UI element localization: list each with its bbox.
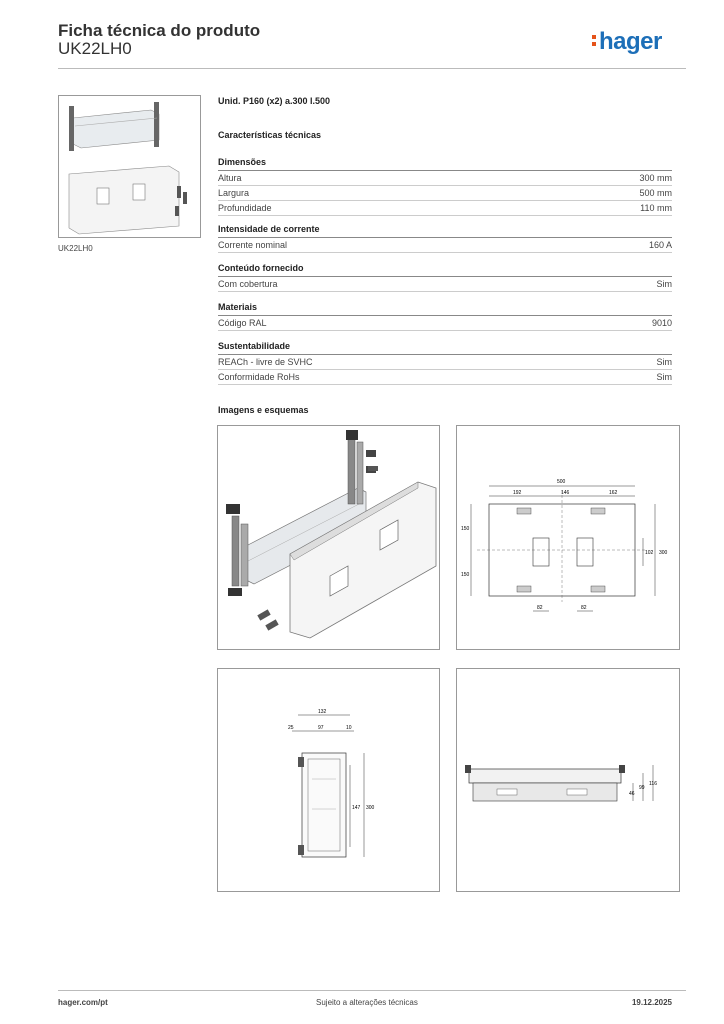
section-dimensoes [218,157,672,216]
dim-side-b: 97 [318,725,324,731]
footer-divider [58,990,686,991]
exploded-view-drawing [218,426,439,649]
figure-side-dimensions [217,668,440,892]
dim-side-h1: 147 [352,805,361,811]
product-code: UK22LH0 [58,39,132,58]
figure-front-dimensions [456,425,680,650]
footer-disclaimer: Sujeito a alterações técnicas [316,998,418,1007]
dim-w2: 146 [561,490,570,496]
spec-label: Com cobertura [218,279,278,289]
section-title: Materiais [218,302,672,316]
spec-label: Conformidade RoHs [218,372,300,382]
dim-d3: 116 [649,781,657,787]
product-subtitle: Unid. P160 (x2) a.300 l.500 [218,96,331,106]
spec-value: 110 mm [640,203,672,213]
spec-value: 300 mm [639,173,672,183]
dim-d2: 99 [639,785,645,791]
spec-row [218,201,672,216]
document-title: Ficha técnica do produto [58,21,261,40]
front-dimension-drawing [457,426,679,649]
dim-h1: 150 [461,526,470,532]
spec-value: Sim [656,372,672,382]
dim-w3: 162 [609,490,618,496]
section-title: Dimensões [218,157,672,171]
spec-row [218,171,672,186]
thumbnail-caption: UK22LH0 [58,244,93,253]
dim-b2: 82 [581,605,587,611]
logo-dots-icon [592,35,597,49]
top-view-drawing [457,669,679,891]
section-sustentabilidade [218,341,672,385]
spec-value: 9010 [651,318,672,328]
dim-h2: 150 [461,572,470,578]
spec-row [218,186,672,201]
header-divider [58,68,686,69]
dim-b1: 82 [537,605,543,611]
dim-width: 500 [557,479,566,485]
spec-row [218,355,672,370]
spec-row [218,370,672,385]
dim-side-top: 132 [318,709,327,715]
figure-exploded-view [217,425,440,650]
section-title: Conteúdo fornecido [218,263,672,277]
spec-label: Altura [218,173,242,183]
product-thumbnail-drawing [59,96,200,237]
dim-w1: 192 [513,490,522,496]
dim-side-c: 10 [346,725,352,731]
dim-h-total: 300 [659,550,668,556]
section-materiais [218,302,672,331]
spec-label: Largura [218,188,250,198]
spec-value: 160 A [648,240,672,250]
dim-d1: 46 [629,791,635,797]
product-thumbnail [58,95,201,238]
spec-label: Profundidade [218,203,272,213]
spec-value: Sim [656,279,672,289]
spec-label: Código RAL [218,318,267,328]
spec-label: REACh - livre de SVHC [218,357,313,367]
section-title: Intensidade de corrente [218,224,672,238]
dim-side-a: 25 [288,725,294,731]
spec-value: Sim [656,357,672,367]
footer-date: 19.12.2025 [631,998,672,1007]
spec-row [218,238,672,253]
dim-side-h2: 300 [366,805,375,811]
figure-top-view [456,668,680,892]
spec-label: Corrente nominal [218,240,288,250]
spec-row [218,277,672,292]
spec-heading: Características técnicas [218,130,322,140]
section-intensidade [218,224,672,253]
side-dimension-drawing [218,669,439,891]
images-heading: Imagens e esquemas [218,405,309,415]
spec-row [218,316,672,331]
hager-logo [592,28,662,56]
section-title: Sustentabilidade [218,341,672,355]
footer-website[interactable]: hager.com/pt [58,998,108,1007]
logo-text: hager [599,28,662,55]
dim-h-inner: 102 [645,550,654,556]
section-conteudo [218,263,672,292]
spec-value: 500 mm [639,188,672,198]
